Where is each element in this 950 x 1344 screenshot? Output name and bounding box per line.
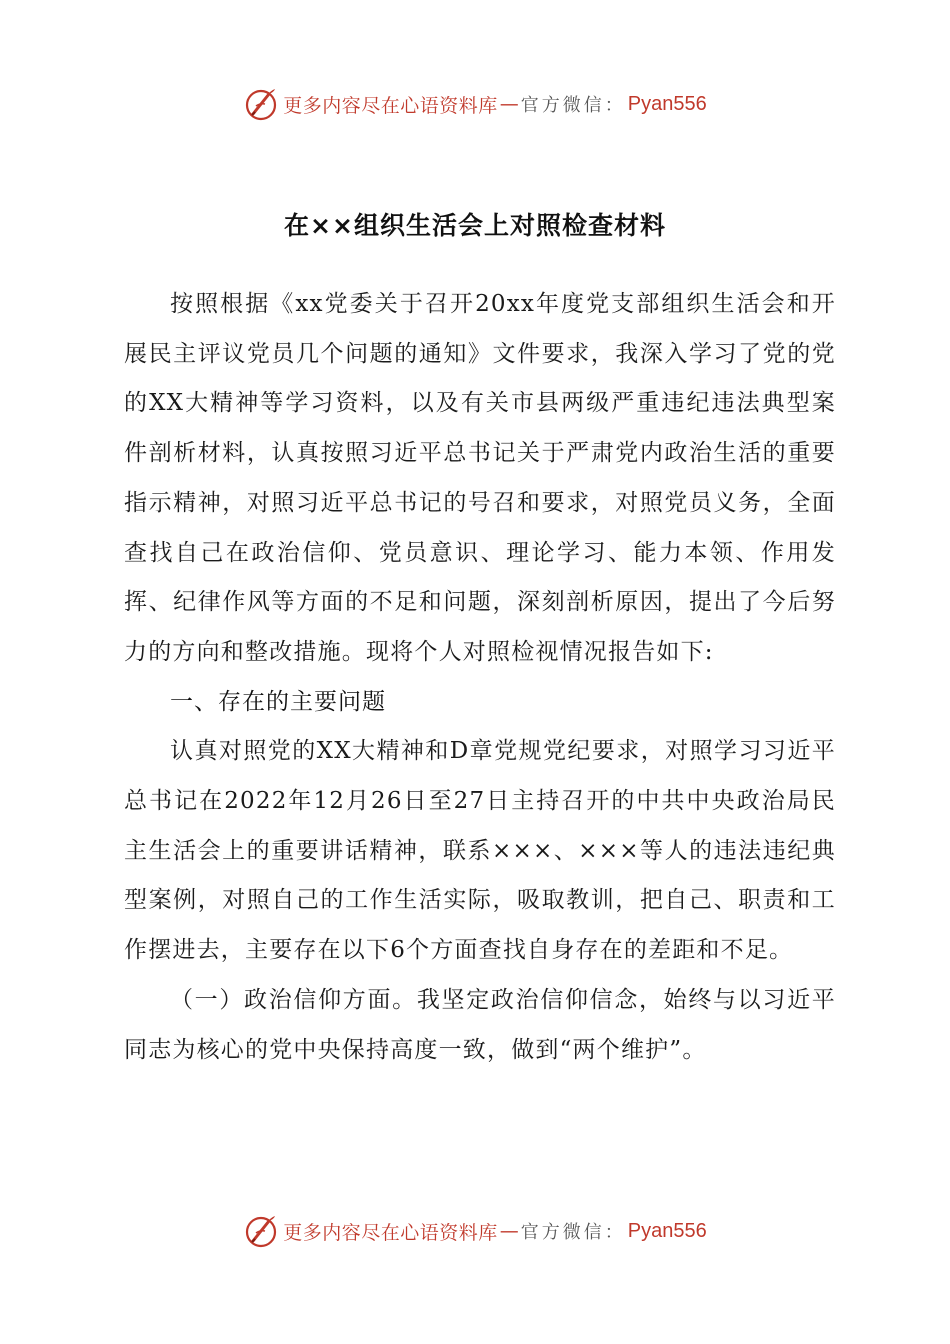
banner-official-label: 官方微信： xyxy=(520,1222,626,1243)
banner-official-label: 官方微信： xyxy=(520,95,626,116)
banner-dash: — xyxy=(499,1220,519,1242)
banner-slogan: 更多内容尽在心语资料库 xyxy=(283,94,498,117)
subsection-paragraph-political-belief: （一）政治信仰方面。我坚定政治信仰信念，始终与以习近平同志为核心的党中央保持高度一致，做到“两个维护”。 xyxy=(124,986,836,1063)
section-heading-main-problems: 一、存在的主要问题 xyxy=(170,688,386,715)
quill-logo-icon xyxy=(243,1213,279,1249)
banner-dash: — xyxy=(499,93,519,115)
document-body xyxy=(124,280,836,1075)
banner-wechat-id: Pyan556 xyxy=(627,92,707,115)
document-title: 在××组织生活会上对照检查材料 xyxy=(284,211,666,240)
footer-watermark-banner xyxy=(0,1211,950,1251)
section-paragraph-main-problems: 认真对照党的XX大精神和D章党规党纪要求，对照学习习近平总书记在2022年12月26日至27日主持召开的中共中央政治局民主生活会上的重要讲话精神，联系×××、×××等人的违法违纪典型案例，对照自己的工作生活实际，吸取教训，把自己、职责和工作摆进去，主要存在以下6个方面查找自身存在的差距和不足。 xyxy=(124,738,836,964)
banner-slogan: 更多内容尽在心语资料库 xyxy=(283,1221,498,1244)
intro-paragraph: 按照根据《xx党委关于召开20xx年度党支部组织生活会和开展民主评议党员几个问题的通知》文件要求，我深入学习了党的党的XX大精神等学习资料，以及有关市县两级严重违纪违法典型案件剖析材料，认真按照习近平总书记关于严肃党内政治生活的重要指示精神，对照习近平总书记的号召和要求，对照党员义务，全面查找自己在政治信仰、党员意识、理论学习、能力本领、作用发挥、纪律作风等方面的不足和问题，深刻剖析原因，提出了今后努力的方向和整改措施。现将个人对照检视情况报告如下: xyxy=(124,291,836,665)
quill-logo-icon xyxy=(243,86,279,122)
banner-wechat-id: Pyan556 xyxy=(627,1219,707,1242)
header-watermark-banner xyxy=(0,84,950,124)
